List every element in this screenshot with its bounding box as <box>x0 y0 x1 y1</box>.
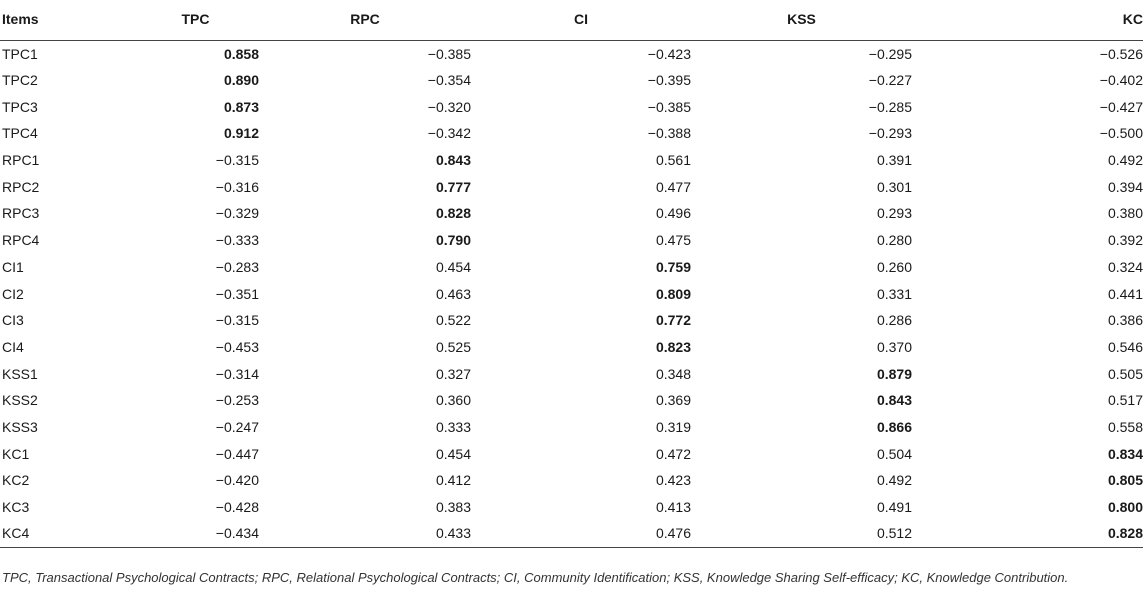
item-label-cell: RPC3 <box>2 205 40 222</box>
item-label-cell: CI1 <box>2 258 24 275</box>
loading-cell: 0.472 <box>655 445 691 462</box>
item-label-cell: KC1 <box>2 445 30 462</box>
table-row <box>0 440 1143 467</box>
item-label-cell: CI4 <box>2 338 24 355</box>
loading-cell: 0.873 <box>223 98 259 115</box>
table-row <box>0 40 1143 67</box>
loading-cell: −0.333 <box>215 232 259 249</box>
loading-cell: 0.800 <box>1107 499 1143 516</box>
loading-cell: −0.385 <box>427 45 471 62</box>
loading-cell: 0.383 <box>435 499 471 516</box>
loading-cell: 0.492 <box>1107 152 1143 169</box>
table-row <box>0 67 1143 94</box>
loading-cell: 0.809 <box>655 285 691 302</box>
item-label-cell: RPC2 <box>2 178 40 195</box>
loading-cell: 0.504 <box>876 445 912 462</box>
item-label-cell: KC4 <box>0 520 132 547</box>
loading-cell: 0.805 <box>1107 472 1143 489</box>
loading-cell: 0.777 <box>435 178 471 195</box>
table-row <box>0 147 1143 174</box>
header-kc: KC <box>912 0 1143 40</box>
loading-cell: −0.316 <box>215 178 259 195</box>
item-label-cell: KC2 <box>2 472 30 489</box>
loading-cell: 0.492 <box>876 472 912 489</box>
loading-cell: 0.412 <box>435 472 471 489</box>
item-label-cell: CI2 <box>2 285 24 302</box>
loading-cell: 0.834 <box>1107 445 1143 462</box>
item-label-cell: TPC2 <box>2 72 38 89</box>
loading-cell: 0.522 <box>435 312 471 329</box>
loading-cell: 0.463 <box>435 285 471 302</box>
item-label-cell: TPC3 <box>2 98 38 115</box>
header-tpc: TPC <box>132 0 259 40</box>
loading-cell: 0.505 <box>1107 365 1143 382</box>
loading-cell: −0.428 <box>215 499 259 516</box>
table-row <box>0 467 1143 494</box>
loading-cell: 0.912 <box>223 125 259 142</box>
loading-cell: 0.413 <box>655 499 691 516</box>
loading-cell: −0.427 <box>1099 98 1143 115</box>
table-row <box>0 307 1143 334</box>
loading-cell: −0.402 <box>1099 72 1143 89</box>
loading-cell: 0.890 <box>223 72 259 89</box>
item-label-cell: RPC4 <box>2 232 40 249</box>
loading-cell: −0.295 <box>868 45 912 62</box>
loading-cell: 0.319 <box>655 418 691 435</box>
table-row <box>0 227 1143 254</box>
loading-cell: 0.370 <box>876 338 912 355</box>
loading-cell: −0.395 <box>647 72 691 89</box>
loading-cell: 0.301 <box>876 178 912 195</box>
header-kss: KSS <box>691 0 912 40</box>
loading-cell: 0.327 <box>435 365 471 382</box>
table-row <box>0 120 1143 147</box>
loading-cell: 0.866 <box>876 418 912 435</box>
loading-cell: 0.331 <box>876 285 912 302</box>
loading-cell: 0.759 <box>655 258 691 275</box>
loading-cell: −0.329 <box>215 205 259 222</box>
header-items: Items <box>0 0 132 40</box>
loading-cell: 0.286 <box>876 312 912 329</box>
table-row <box>0 200 1143 227</box>
loading-cell: 0.491 <box>876 499 912 516</box>
item-label-cell: KC3 <box>2 499 30 516</box>
loading-cell: 0.280 <box>876 232 912 249</box>
loading-cell: 0.496 <box>655 205 691 222</box>
loading-cell: 0.386 <box>1107 312 1143 329</box>
table-row <box>0 520 1143 547</box>
loading-cell: −0.315 <box>215 152 259 169</box>
loading-cell: −0.385 <box>647 98 691 115</box>
loading-cell: −0.314 <box>215 365 259 382</box>
loading-cell: −0.453 <box>215 338 259 355</box>
table-header-row <box>0 0 1143 40</box>
loading-cell: 0.558 <box>1107 418 1143 435</box>
table-row <box>0 360 1143 387</box>
loading-cell: −0.388 <box>647 125 691 142</box>
loading-cell: 0.546 <box>1107 338 1143 355</box>
header-rpc: RPC <box>259 0 471 40</box>
loading-cell: 0.843 <box>435 152 471 169</box>
loading-cell: −0.423 <box>647 45 691 62</box>
table-row <box>0 494 1143 521</box>
table-row <box>0 334 1143 361</box>
loading-cell: 0.423 <box>655 472 691 489</box>
loading-cell: −0.293 <box>868 125 912 142</box>
item-label-cell: TPC1 <box>2 45 38 62</box>
loading-cell: 0.369 <box>655 392 691 409</box>
loading-cell: 0.525 <box>435 338 471 355</box>
loading-cell: 0.475 <box>655 232 691 249</box>
table-row <box>0 387 1143 414</box>
table-row <box>0 414 1143 441</box>
loading-cell: 0.828 <box>912 520 1143 547</box>
loading-cell: −0.526 <box>1099 45 1143 62</box>
loading-cell: 0.823 <box>655 338 691 355</box>
loading-cell: −0.315 <box>215 312 259 329</box>
loading-cell: 0.441 <box>1107 285 1143 302</box>
loading-cell: 0.454 <box>435 258 471 275</box>
item-label-cell: KSS3 <box>2 418 38 435</box>
loading-cell: −0.420 <box>215 472 259 489</box>
loading-cell: −0.283 <box>215 258 259 275</box>
loading-cell: −0.342 <box>427 125 471 142</box>
loading-cell: 0.512 <box>691 520 912 547</box>
loading-cell: 0.433 <box>259 520 471 547</box>
loading-cell: −0.227 <box>868 72 912 89</box>
loading-cell: 0.324 <box>1107 258 1143 275</box>
item-label-cell: CI3 <box>2 312 24 329</box>
loading-cell: −0.500 <box>1099 125 1143 142</box>
loading-cell: 0.394 <box>1107 178 1143 195</box>
item-label-cell: TPC4 <box>2 125 38 142</box>
loading-cell: 0.392 <box>1107 232 1143 249</box>
loading-cell: 0.477 <box>655 178 691 195</box>
loading-cell: −0.320 <box>427 98 471 115</box>
loading-cell: 0.843 <box>876 392 912 409</box>
item-label-cell: RPC1 <box>2 152 40 169</box>
item-label-cell: KSS2 <box>2 392 38 409</box>
loading-cell: 0.360 <box>435 392 471 409</box>
table-row <box>0 254 1143 281</box>
table-footnote: TPC, Transactional Psychological Contracts; RPC, Relational Psychological Contracts; CI, Community Identification; KSS, Knowledge Sharing Self-efficacy; KC, Knowledge Contribution. <box>2 570 1069 585</box>
loading-cell: 0.561 <box>655 152 691 169</box>
table-row <box>0 173 1143 200</box>
loading-cell: −0.253 <box>215 392 259 409</box>
loading-cell: −0.434 <box>132 520 259 547</box>
table-row <box>0 93 1143 120</box>
loading-cell: −0.354 <box>427 72 471 89</box>
loading-cell: 0.348 <box>655 365 691 382</box>
loading-cell: 0.380 <box>1107 205 1143 222</box>
loading-cell: −0.351 <box>215 285 259 302</box>
table-body <box>0 40 1143 547</box>
loading-cell: 0.476 <box>471 520 691 547</box>
header-ci: CI <box>471 0 691 40</box>
loading-cell: 0.260 <box>876 258 912 275</box>
loading-cell: −0.285 <box>868 98 912 115</box>
loading-cell: 0.333 <box>435 418 471 435</box>
loading-cell: −0.247 <box>215 418 259 435</box>
loading-cell: 0.858 <box>223 45 259 62</box>
loading-cell: 0.790 <box>435 232 471 249</box>
loading-cell: 0.454 <box>435 445 471 462</box>
loading-cell: 0.828 <box>435 205 471 222</box>
loading-cell: −0.447 <box>215 445 259 462</box>
loading-cell: 0.772 <box>655 312 691 329</box>
loading-cell: 0.293 <box>876 205 912 222</box>
table-row <box>0 280 1143 307</box>
loading-cell: 0.879 <box>876 365 912 382</box>
item-label-cell: KSS1 <box>2 365 38 382</box>
loading-cell: 0.517 <box>1107 392 1143 409</box>
loading-cell: 0.391 <box>876 152 912 169</box>
